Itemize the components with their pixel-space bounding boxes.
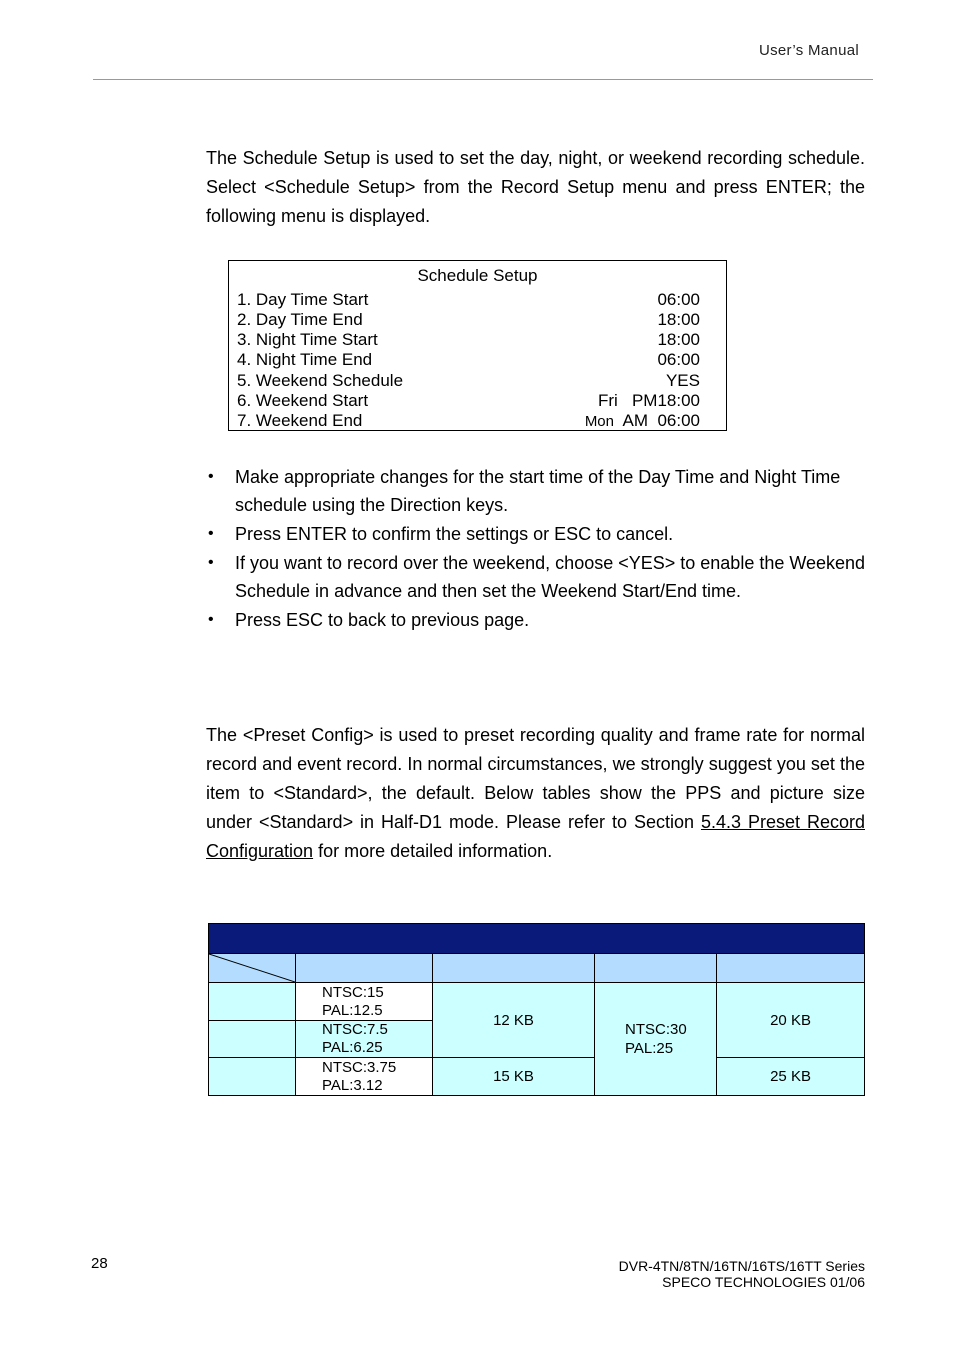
menu-item (237, 290, 700, 310)
normal-pps-cell (296, 983, 433, 1021)
menu-item-value: 06:00 (657, 290, 700, 309)
event-pps-ntsc: NTSC:30 (625, 1021, 687, 1038)
menu-item (237, 310, 700, 330)
quality-cell (209, 983, 296, 1021)
preset-standard-table (208, 923, 865, 1096)
menu-item-label: 1. Day Time Start (237, 290, 369, 309)
event-size-cell: 25 KB (717, 1058, 865, 1096)
normal-pps-cell (296, 1058, 433, 1096)
section-link[interactable]: 5.4.3 Preset Record Configuration (206, 812, 865, 861)
table-title-band (209, 924, 865, 954)
menu-item-label: 2. Day Time End (237, 310, 363, 329)
preset-text-end: for more detailed information. (313, 841, 553, 861)
page-footer (619, 1258, 865, 1290)
list-item: • Press ESC to back to previous page. (206, 606, 866, 634)
pps-ntsc: NTSC:3.75 (322, 1058, 397, 1076)
page-number: 28 (91, 1255, 108, 1272)
menu-item-value: 06:00 (657, 350, 700, 369)
diagonal-header-cell (209, 954, 296, 983)
menu-item (237, 330, 700, 350)
pps-pal: PAL:6.25 (322, 1039, 383, 1056)
menu-item (237, 371, 700, 391)
preset-config-paragraph (206, 721, 865, 866)
menu-item-value: Fri PM18:00 (597, 391, 700, 410)
quality-cell (209, 1021, 296, 1058)
list-item: • If you want to record over the weekend, choose <YES> to enable the Weekend Schedule in advance and then set the Weekend Start/End time. (206, 549, 866, 605)
table-row (209, 1058, 865, 1096)
header-cell (595, 954, 717, 983)
pps-pal: PAL:12.5 (322, 1001, 383, 1019)
schedule-intro-paragraph: The Schedule Setup is used to set the day, night, or weekend recording schedule. Select <Schedule Setup> from the Record Setup menu and press ENTER; the following menu is displayed. (206, 148, 865, 226)
menu-item-value: YES (665, 371, 700, 390)
quality-cell (209, 1058, 296, 1096)
preset-text-start: The <Preset Config> is used to preset recording quality and frame rate for normal record and event record. In normal circumstances, we strongly suggest you set the item to <Standard>, the default. Below tables show the PPS and picture size under <Standard> in Half-D1 mode. Please refer to Section (206, 725, 865, 832)
header-cell (296, 954, 433, 983)
footer-series: DVR-4TN/8TN/16TN/16TS/16TT Series (618, 1258, 865, 1274)
weekday-label: Mon (584, 413, 614, 430)
menu-item (237, 350, 700, 370)
schedule-setup-menu (228, 260, 727, 431)
time-label: AM 06:00 (614, 411, 700, 430)
menu-item (237, 391, 700, 411)
table-row (209, 983, 865, 1021)
normal-size-cell: 15 KB (433, 1058, 595, 1096)
event-pps-cell (595, 983, 717, 1096)
menu-item-label: 4. Night Time End (237, 350, 373, 369)
event-pps-pal: PAL:25 (625, 1040, 674, 1057)
menu-title: Schedule Setup (417, 266, 538, 285)
table-header-row (209, 954, 865, 983)
menu-item-label: 7. Weekend End (237, 411, 363, 430)
menu-item-value: 18:00 (657, 330, 700, 349)
menu-item-label: 3. Night Time Start (237, 330, 378, 349)
list-item: • Make appropriate changes for the start time of the Day Time and Night Time schedule using the Direction keys. (206, 463, 866, 519)
footer-company: SPECO TECHNOLOGIES 01/06 (662, 1274, 865, 1290)
header-cell (717, 954, 865, 983)
normal-size-cell: 12 KB (433, 983, 595, 1058)
menu-item (237, 411, 700, 431)
menu-item-label: 5. Weekend Schedule (237, 371, 404, 390)
pps-ntsc: NTSC:15 (322, 983, 384, 1001)
pps-pal: PAL:3.12 (322, 1076, 383, 1094)
header-divider (93, 79, 873, 80)
instruction-list (206, 463, 866, 635)
normal-pps-cell (296, 1021, 433, 1058)
menu-item-value (585, 411, 700, 432)
list-item: • Press ENTER to confirm the settings or ESC to cancel. (206, 520, 866, 548)
menu-item-label: 6. Weekend Start (237, 391, 369, 410)
header-cell (433, 954, 595, 983)
event-size-cell: 20 KB (717, 983, 865, 1058)
diagonal-line (209, 954, 295, 982)
table-title-cell (209, 924, 865, 954)
running-header: User’s Manual (758, 42, 859, 59)
pps-ntsc: NTSC:7.5 (322, 1021, 388, 1038)
menu-item-value: 18:00 (657, 310, 700, 329)
